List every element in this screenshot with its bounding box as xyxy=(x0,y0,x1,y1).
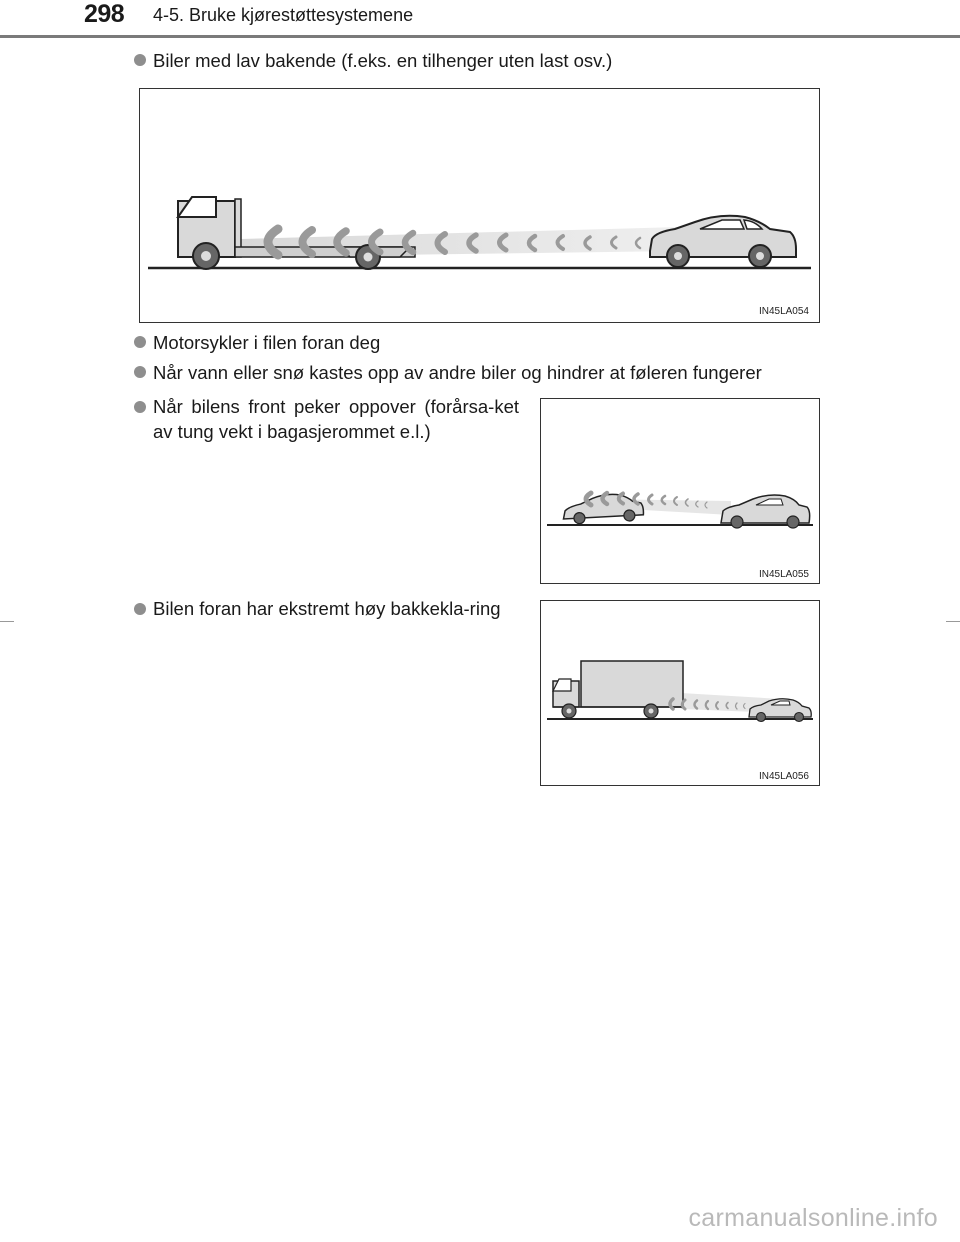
figure-low-trailer xyxy=(139,88,820,323)
illustration-high-clearance xyxy=(541,601,819,785)
figure-code: IN45LA056 xyxy=(758,771,809,782)
watermark: carmanualsonline.info xyxy=(688,1204,938,1232)
figure-code: IN45LA055 xyxy=(758,569,809,580)
bullet-text: Når bilens front peker oppover (forårsa-ket av tung vekt i bagasjerommet e.l.) xyxy=(153,396,519,442)
bullet-text: Motorsykler i filen foran deg xyxy=(153,332,381,353)
bullet-icon xyxy=(134,401,146,413)
bullet-item-water-snow xyxy=(134,361,762,385)
bullet-text: Bilen foran har ekstremt høy bakkekla-ring xyxy=(153,598,501,619)
bullet-icon xyxy=(134,336,146,348)
bullet-text: Når vann eller snø kastes opp av andre biler og hindrer at føleren fungerer xyxy=(153,362,762,383)
bullet-item-front-up xyxy=(153,394,519,444)
bullet-item-high-clearance xyxy=(153,596,519,621)
illustration-nose-up xyxy=(541,399,819,583)
crop-mark-left xyxy=(0,621,14,622)
bullet-item-low-rear xyxy=(134,49,612,73)
figure-code: IN45LA054 xyxy=(758,306,809,317)
bullet-icon xyxy=(134,54,146,66)
bullet-text: Biler med lav bakende (f.eks. en tilhenger uten last osv.) xyxy=(153,50,613,71)
crop-mark-right xyxy=(946,621,960,622)
figure-nose-up xyxy=(540,398,820,584)
figure-high-clearance xyxy=(540,600,820,786)
header-divider xyxy=(0,35,960,38)
bullet-item-motorcycles xyxy=(134,331,380,355)
bullet-icon xyxy=(134,603,146,615)
illustration-low-trailer xyxy=(140,89,819,322)
bullet-icon xyxy=(134,366,146,378)
page-number: 298 xyxy=(84,0,125,28)
section-title: 4-5. Bruke kjørestøttesystemene xyxy=(153,5,414,25)
